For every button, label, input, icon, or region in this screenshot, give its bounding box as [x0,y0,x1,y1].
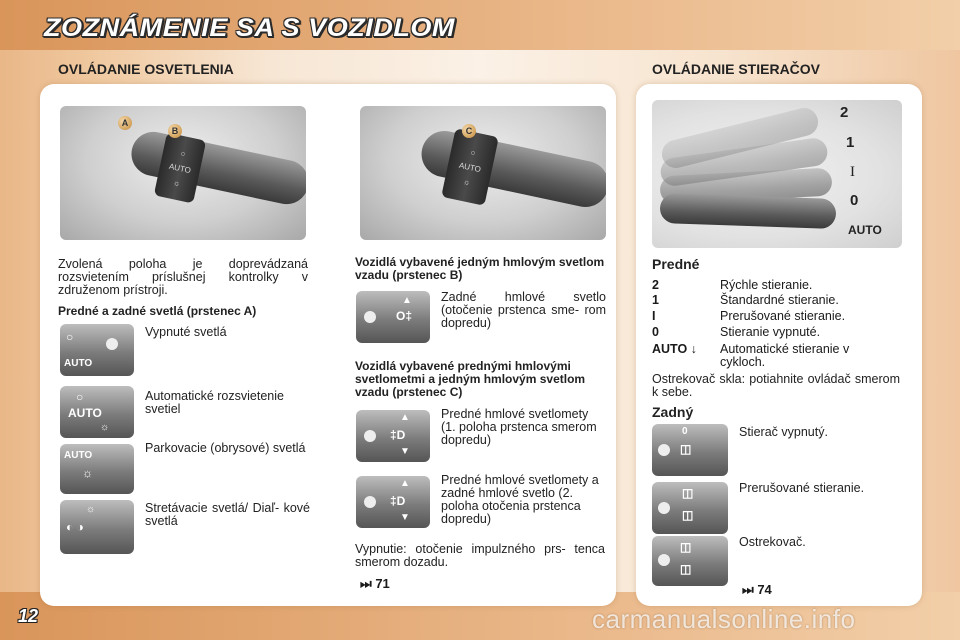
lighting-intro: Zvolená poloha je doprevádzaná rozsvietením príslušnej kontrolky v združenom prístroji. [58,257,308,297]
ring-a-item-4: Stretávacie svetlá/ Diaľ- kové svetlá [145,501,310,528]
rear-washer-thumb: ◫ ◫ [652,536,728,586]
light-stalk-photo-ab: ○ AUTO ☼ A B [60,106,306,240]
lever-label-auto: AUTO [848,223,882,237]
auto-lights-thumb: ○ AUTO ☼ [60,386,134,438]
wiper-title: OVLÁDANIE STIERAČOV [652,61,821,77]
lighting-title: OVLÁDANIE OSVETLENIA [58,61,234,77]
callout-b: B [168,124,182,138]
rear-wiper-intermittent-thumb: ◫ ◫ [652,482,728,534]
rear-item-2: Prerušované stieranie. [739,481,865,495]
ring-c-item-2: Predné hmlové svetlomety a zadné hmlové svetlo (2. poloha otočenia prstenca dopredu) [441,473,599,526]
next-page-icon: ⏭ [360,576,372,591]
lighting-page-ref[interactable] [360,576,390,592]
lever-label-0: 0 [850,192,859,209]
page-number: 12 [18,606,39,626]
front-rear-fog-thumb: ▲ ‡D ▼ [356,476,430,528]
ring-a-item-3: Parkovacie (obrysové) svetlá [145,441,306,455]
ring-b-text: Zadné hmlové svetlo (otočenie prstenca sme- rom dopredu) [441,290,606,330]
ring-a-item-2: Automatické rozsvietenie svetiel [145,389,284,416]
ring-c-heading: Vozidlá vybavené prednými hmlovými svetlometmi a jedným hmlovým svetlom vzadu (prstenec C) [355,359,586,399]
next-page-icon: ⏭ [742,582,754,597]
ring-b-heading: Vozidlá vybavené jedným hmlovým svetlom vzadu (prstenec B) [355,255,605,282]
down-arrow-icon: ↓ [690,342,697,356]
switch-off-text: Vypnutie: otočenie impulzného prs- tenca smerom dozadu. [355,542,605,569]
ring-a-item-1: Vypnuté svetlá [145,325,227,339]
rear-heading: Zadný [652,404,694,420]
page-title: ZOZNÁMENIE SA S VOZIDLOM [44,14,455,42]
watermark: carmanualsonline.info [592,604,856,634]
dipped-beam-thumb: ☼ ◐ ◑ [60,500,134,554]
ring-a-heading: Predné a zadné svetlá (prstenec A) [58,304,257,318]
wiper-ref-number: 74 [757,582,772,597]
lighting-ref-number: 71 [375,576,390,591]
washer-text: Ostrekovač skla: potiahnite ovládač smerom k sebe. [652,372,900,399]
wiper-stalk-photo [652,100,902,248]
lights-off-thumb: ○ AUTO [60,324,134,376]
front-fog-thumb: ▲ ‡D ▼ [356,410,430,462]
rear-item-1: Stierač vypnutý. [739,425,828,439]
sidelights-thumb: AUTO ☼ [60,444,134,494]
lever-label-i: I [850,164,855,180]
lever-label-2: 2 [840,104,849,121]
wiper-page-ref[interactable] [742,582,772,598]
lever-label-1: 1 [846,134,855,151]
callout-a: A [118,116,132,130]
light-stalk-photo-c: ○ AUTO ☼ C [360,106,606,240]
callout-c: C [462,124,476,138]
rear-wiper-off-thumb: 0 ◫ [652,424,728,476]
front-heading: Predné [652,256,700,272]
ring-c-item-1: Predné hmlové svetlomety (1. poloha prstenca smerom dopredu) [441,407,597,447]
rear-item-3: Ostrekovač. [739,535,806,549]
rear-fog-thumb: ▲ O‡ [356,291,430,343]
